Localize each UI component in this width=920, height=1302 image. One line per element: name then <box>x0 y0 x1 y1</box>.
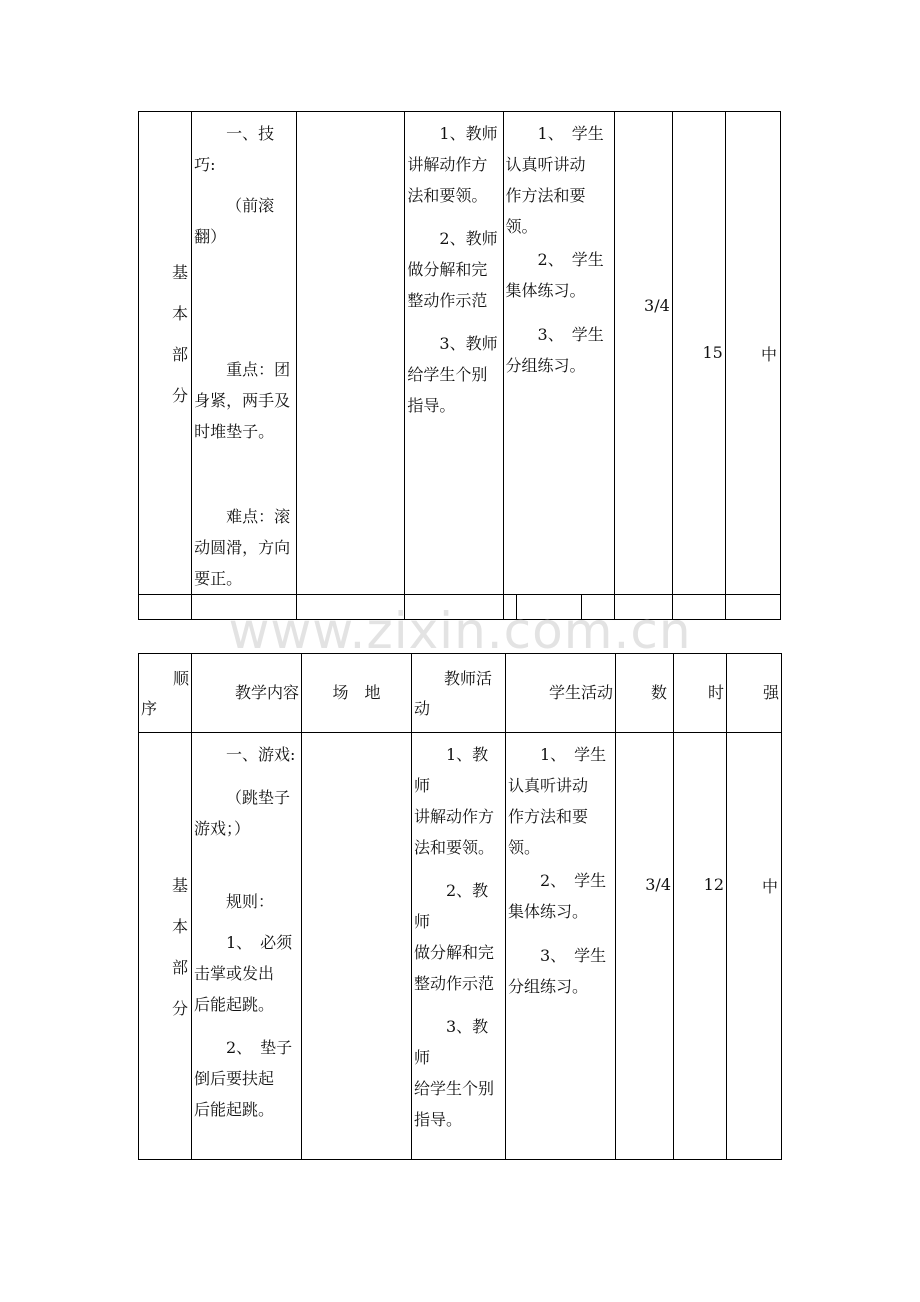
teacher-step: 1、教师 <box>414 745 489 795</box>
teacher-activity-cell <box>412 733 506 1160</box>
time-value: 12 <box>703 875 724 894</box>
student-step: 分组练习。 <box>508 977 589 996</box>
header-count <box>616 654 674 733</box>
teacher-step: 法和要领。 <box>407 186 488 205</box>
student-step: 领。 <box>505 217 538 236</box>
difficulty-point: 动圆滑，方向 <box>194 538 291 557</box>
header-venue <box>302 654 412 733</box>
venue-cell <box>297 112 405 595</box>
watermark: www.zixin.com.cn <box>228 602 692 660</box>
student-step: 集体练习。 <box>508 902 589 921</box>
teacher-activity-cell <box>405 112 503 595</box>
rule-1: 1、 必须 <box>226 933 293 952</box>
teacher-step: 3、教师 <box>439 334 498 353</box>
header-time-label: 时 <box>707 683 724 702</box>
section-char: 分 <box>171 999 188 1018</box>
student-step: 1、 学生 <box>537 124 604 143</box>
header-count-label: 数 <box>650 683 667 702</box>
teacher-step: 整动作示范 <box>407 291 488 310</box>
intensity-value: 中 <box>760 345 777 364</box>
intensity-cell <box>725 112 780 595</box>
teacher-step: 做分解和完 <box>407 260 488 279</box>
content-cell <box>192 733 302 1160</box>
lesson-table-2 <box>138 653 782 1160</box>
student-step: 3、 学生 <box>537 325 604 344</box>
student-step: 1、 学生 <box>540 745 607 764</box>
teacher-step: 指导。 <box>407 396 456 415</box>
count-value: 3/4 <box>645 875 671 894</box>
header-order-line1: 顺 <box>172 669 189 688</box>
teacher-step: 给学生个别 <box>414 1079 495 1098</box>
student-step: 认真听讲动 <box>505 155 586 174</box>
section-cell <box>139 733 192 1160</box>
section-char: 基 <box>172 263 189 282</box>
rule-2: 后能起跳。 <box>194 1100 275 1119</box>
header-content <box>192 654 302 733</box>
topic-title: 一、技巧: <box>194 124 275 174</box>
student-step: 领。 <box>508 838 541 857</box>
teacher-step: 整动作示范 <box>414 974 495 993</box>
header-venue-label: 场 地 <box>332 683 381 702</box>
student-step: 集体练习。 <box>505 281 586 300</box>
header-student-label: 学生活动 <box>548 683 613 702</box>
rule-1: 后能起跳。 <box>194 995 275 1014</box>
header-teacher-line2: 动 <box>414 699 431 718</box>
teacher-step: 给学生个别 <box>407 365 488 384</box>
section-char: 本 <box>171 917 188 936</box>
teacher-step: 1、教师 <box>439 124 498 143</box>
header-intensity <box>727 654 782 733</box>
student-step: 2、 学生 <box>537 250 604 269</box>
teacher-step: 法和要领。 <box>414 838 495 857</box>
header-student <box>506 654 616 733</box>
key-point: 身紧，两手及 <box>194 391 291 410</box>
rule-2: 倒后要扶起 <box>194 1069 275 1088</box>
header-content-label: 教学内容 <box>234 683 299 702</box>
intensity-value: 中 <box>761 877 778 896</box>
student-step: 认真听讲动 <box>508 776 589 795</box>
teacher-step: 讲解动作方 <box>414 807 495 826</box>
venue-cell <box>302 733 412 1160</box>
student-step: 3、 学生 <box>540 946 607 965</box>
content-cell <box>192 112 297 595</box>
teacher-step: 2、教师 <box>439 229 498 248</box>
time-value: 15 <box>702 343 723 362</box>
student-step: 作方法和要 <box>508 807 589 826</box>
topic-title: 一、游戏: <box>226 745 296 764</box>
student-step: 分组练习。 <box>505 356 586 375</box>
header-time <box>674 654 727 733</box>
time-cell <box>674 733 727 1160</box>
section-cell <box>139 112 192 595</box>
topic-subtitle: （跳垫子 <box>226 788 291 807</box>
section-char: 分 <box>172 386 189 405</box>
rules-title: 规则： <box>226 892 275 911</box>
section-char: 部 <box>171 958 188 977</box>
header-order <box>139 654 192 733</box>
difficulty-point: 难点：滚 <box>226 507 291 526</box>
topic-subtitle-end: 翻） <box>194 227 227 246</box>
rule-1: 击掌或发出 <box>194 964 275 983</box>
header-teacher <box>412 654 506 733</box>
lesson-table-1 <box>138 111 781 620</box>
difficulty-point: 要正。 <box>194 569 243 588</box>
student-activity-cell <box>506 733 616 1160</box>
student-step: 2、 学生 <box>540 871 607 890</box>
intensity-cell <box>727 733 782 1160</box>
count-cell <box>616 733 674 1160</box>
header-teacher-line1: 教师活 <box>444 669 493 688</box>
key-point: 重点：团 <box>226 360 291 379</box>
section-char: 本 <box>172 304 189 323</box>
teacher-step: 做分解和完 <box>414 943 495 962</box>
section-char: 部 <box>172 345 189 364</box>
rule-2: 2、 垫子 <box>226 1038 293 1057</box>
student-activity-cell <box>503 112 614 595</box>
topic-subtitle-end: 游戏；） <box>194 819 251 838</box>
count-value: 3/4 <box>644 296 670 315</box>
header-order-line2: 序 <box>141 699 158 718</box>
time-cell <box>672 112 725 595</box>
teacher-step: 指导。 <box>414 1110 463 1129</box>
key-point: 时堆垫子。 <box>194 422 275 441</box>
teacher-step: 3、教师 <box>414 1017 489 1067</box>
topic-subtitle: （前滚 <box>226 196 275 215</box>
teacher-step: 讲解动作方 <box>407 155 488 174</box>
teacher-step: 2、教师 <box>414 881 489 931</box>
student-step: 作方法和要 <box>505 186 586 205</box>
count-cell <box>614 112 672 595</box>
header-intensity-label: 强 <box>762 683 779 702</box>
section-char: 基 <box>171 876 188 895</box>
